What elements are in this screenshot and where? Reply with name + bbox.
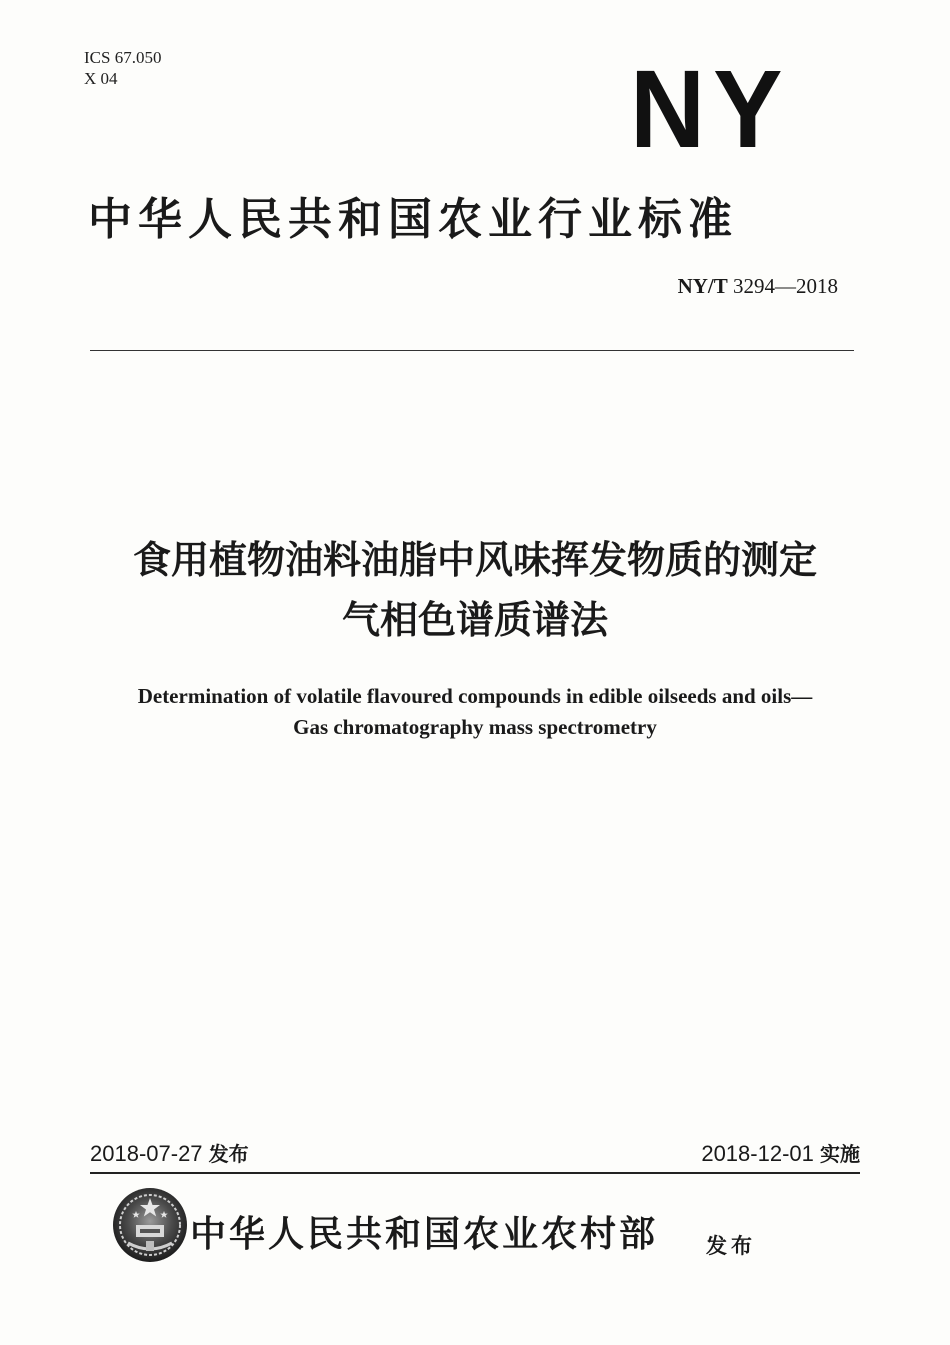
implementation-date: 2018-12-01 <box>701 1141 814 1166</box>
issue-date-block <box>90 1138 249 1167</box>
publisher-name: 中华人民共和国农业农村部 <box>190 1214 659 1255</box>
standard-number <box>678 274 838 299</box>
ccs-code: X 04 <box>84 69 118 88</box>
issue-date: 2018-07-27 <box>90 1141 203 1166</box>
english-title-line-1: Determination of volatile flavoured compounds in edible oilseeds and oils— <box>137 684 813 708</box>
implementation-label: 实施 <box>820 1142 860 1166</box>
standard-code-number: 3294—2018 <box>733 274 838 298</box>
classification-codes <box>84 47 161 89</box>
chinese-title-line-1: 食用植物油料油脂中风味挥发物质的测定 <box>132 538 817 582</box>
english-title-line-2: Gas chromatography mass spectrometry <box>293 715 657 739</box>
publish-label: 发布 <box>706 1234 756 1258</box>
issue-label: 发布 <box>208 1142 249 1166</box>
chinese-title-line-2: 气相色谱质谱法 <box>341 598 608 642</box>
ny-logo: NY <box>630 48 791 172</box>
standard-code-prefix: NY/T <box>677 274 728 298</box>
standard-category-title: 中华人民共和国农业行业标准 <box>88 194 738 245</box>
national-emblem-icon <box>110 1185 190 1265</box>
implementation-date-block <box>701 1138 860 1167</box>
ics-code: ICS 67.050 <box>84 48 162 67</box>
header-divider <box>90 350 854 351</box>
footer-divider <box>90 1172 860 1174</box>
